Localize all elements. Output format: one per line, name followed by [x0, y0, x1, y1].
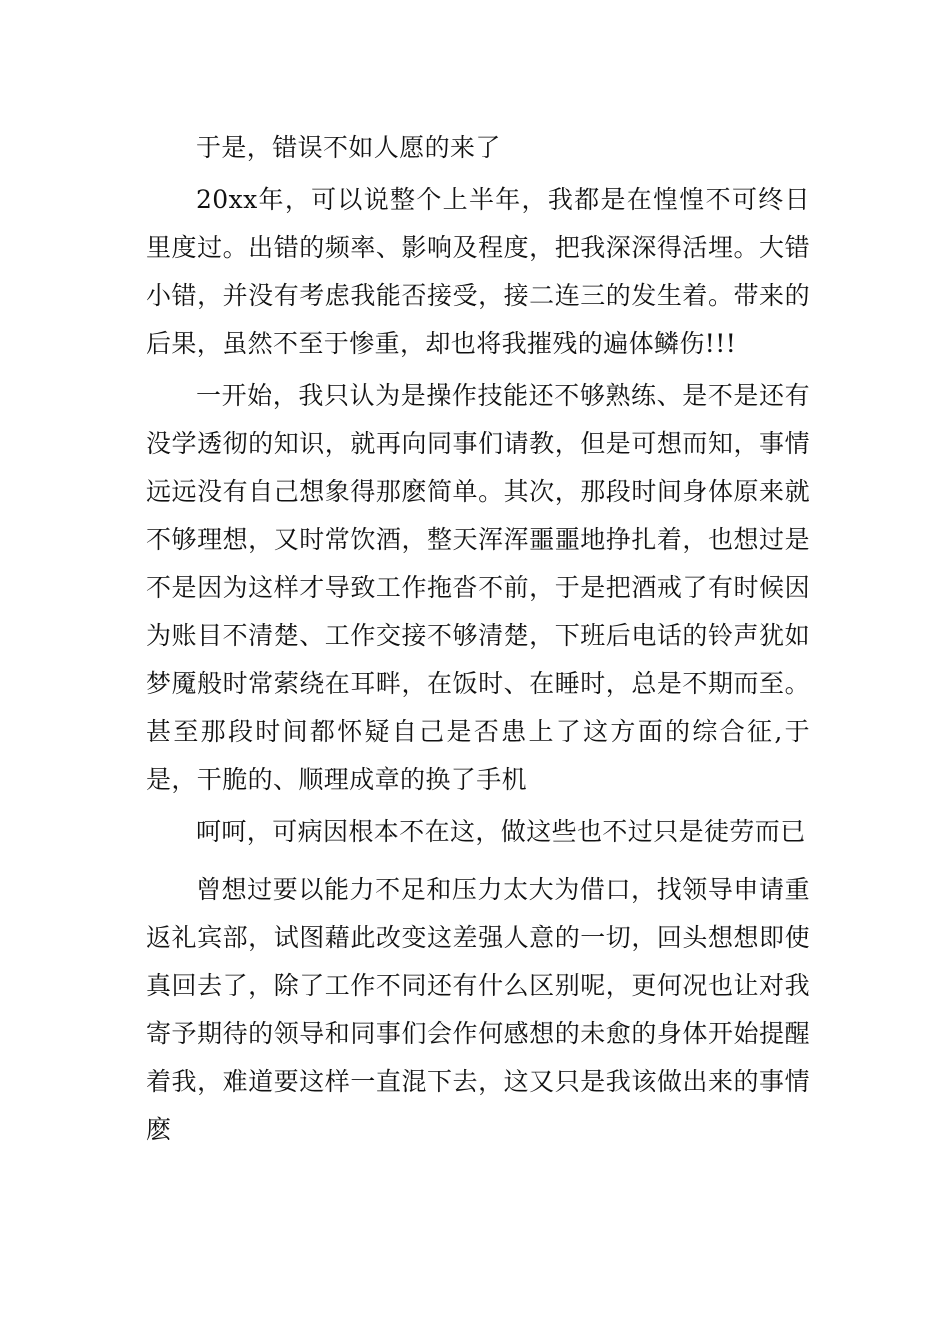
paragraph-4: 呵呵，可病因根本不在这，做这些也不过只是徒劳而已 — [196, 817, 806, 846]
document-page — [146, 124, 810, 1154]
paragraph-5: 曾想过要以能力不足和压力太大为借口，找领导申请重返礼宾部，试图藉此改变这差强人意的一切，回头想想即使真回去了，除了工作不同还有什么区别呢，更何况也让对我寄予期待的领导和同事们会作何感想的未愈的身体开始提醒着我，难道要这样一直混下去，这又只是我该做出来的事情麽 — [146, 875, 810, 1144]
paragraph-1: 于是，错误不如人愿的来了 — [196, 133, 501, 162]
paragraph-2: 20xx年，可以说整个上半年，我都是在惶惶不可终日里度过。出错的频率、影响及程度，把我深深得活埋。大错小错，并没有考虑我能否接受，接二连三的发生着。带来的后果，虽然不至于惨重，却也将我摧残的遍体鳞伤!!! — [146, 185, 810, 358]
paragraph-3: 一开始，我只认为是操作技能还不够熟练、是不是还有没学透彻的知识，就再向同事们请教，但是可想而知，事情远远没有自己想象得那麽简单。其次，那段时间身体原来就不够理想，又时常饮酒，整天浑浑噩噩地挣扎着，也想过是不是因为这样才导致工作拖沓不前，于是把酒戒了有时候因为账目不清楚、工作交接不够清楚，下班后电话的铃声犹如梦魇般时常萦绕在耳畔，在饭时、在睡时，总是不期而至。甚至那段时间都怀疑自己是否患上了这方面的综合征,于是，干脆的、顺理成章的换了手机 — [146, 381, 810, 794]
